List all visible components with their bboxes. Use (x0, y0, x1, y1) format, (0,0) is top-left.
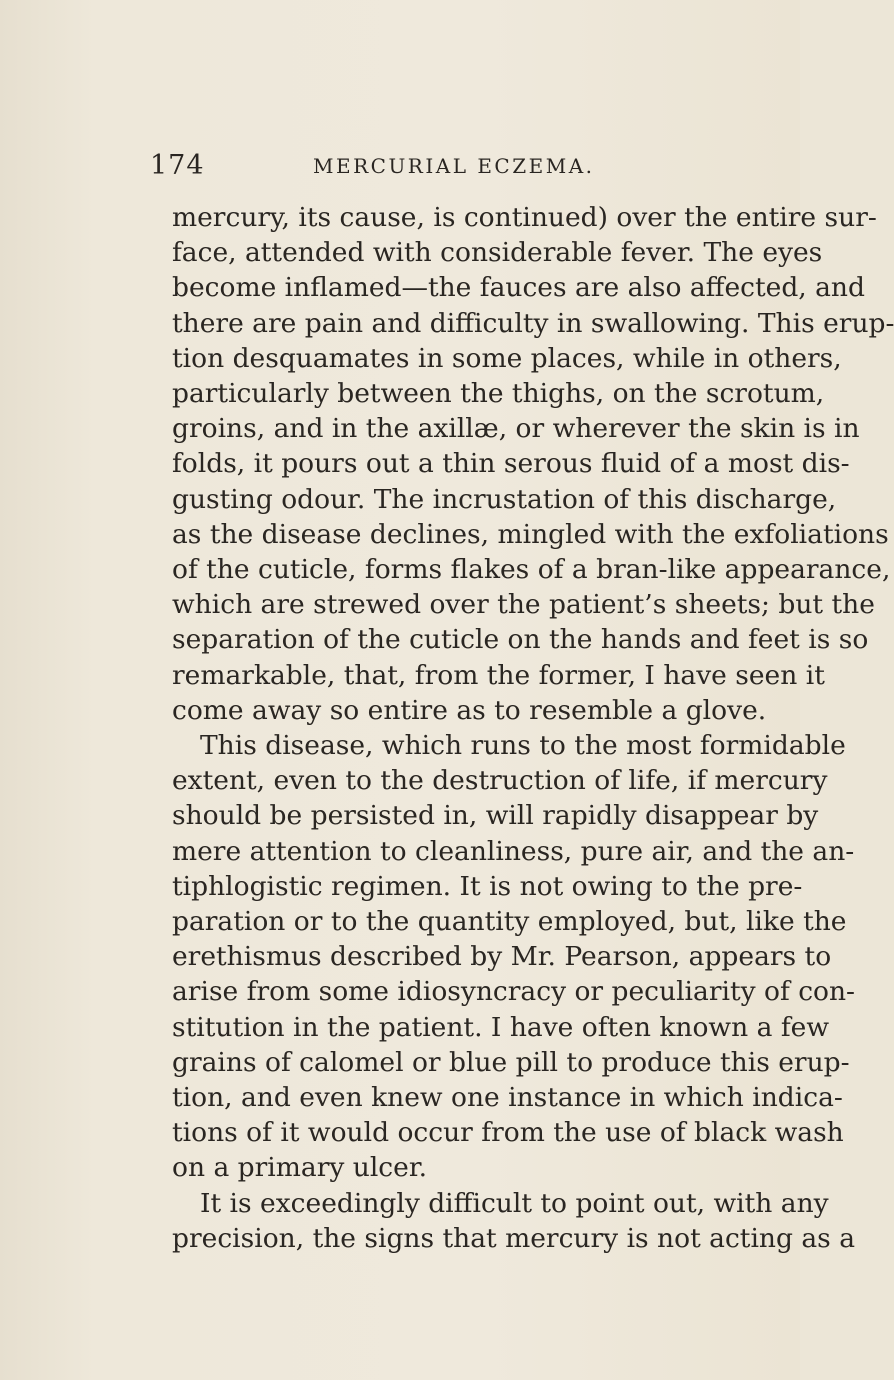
text-line: separation of the cuticle on the hands and feet is so (172, 624, 869, 656)
running-title: MERCURIAL ECZEMA. (313, 154, 595, 178)
text-line: folds, it pours out a thin serous fluid of a most dis- (172, 448, 850, 480)
text-line: mere attention to cleanliness, pure air, and the an- (172, 835, 855, 867)
text-line: paration or to the quantity employed, but, like the (172, 906, 847, 938)
body-text (172, 200, 894, 1256)
text-line: arise from some idiosyncracy or peculiarity of con- (172, 976, 856, 1008)
running-head (150, 150, 770, 190)
text-line: tion desquamates in some places, while in others, (172, 342, 842, 374)
text-line: precision, the signs that mercury is not acting as a (172, 1222, 855, 1254)
text-line: stitution in the patient. I have often known a few (172, 1011, 830, 1043)
text-line: groins, and in the axillæ, or wherever the skin is in (172, 413, 860, 445)
text-line: on a primary ulcer. (172, 1152, 428, 1184)
text-line: come away so entire as to resemble a glove. (172, 694, 767, 726)
text-line: particularly between the thighs, on the scrotum, (172, 378, 825, 410)
text-line: which are strewed over the patient’s sheets; but the (172, 589, 875, 621)
text-line: tion, and even knew one instance in which indica- (172, 1082, 843, 1114)
text-line: It is exceedingly difficult to point out, with any (200, 1187, 829, 1219)
text-line: face, attended with considerable fever. The eyes (172, 237, 823, 269)
text-line: tiphlogistic regimen. It is not owing to the pre- (172, 870, 803, 902)
text-line: as the disease declines, mingled with the exfoliations (172, 518, 889, 550)
text-line: tions of it would occur from the use of black wash (172, 1117, 844, 1149)
text-line: extent, even to the destruction of life, if mercury (172, 765, 828, 797)
text-line: become inflamed—the fauces are also affected, and (172, 272, 865, 304)
text-line: remarkable, that, from the former, I have seen it (172, 659, 825, 691)
text-line: mercury, its cause, is continued) over the entire sur- (172, 202, 877, 233)
text-line: gusting odour. The incrustation of this discharge, (172, 483, 837, 515)
text-line: of the cuticle, forms flakes of a bran-like appearance, (172, 554, 891, 586)
page-number: 174 (150, 150, 205, 181)
text-line: erethismus described by Mr. Pearson, appears to (172, 941, 832, 973)
text-line: This disease, which runs to the most formidable (200, 730, 846, 762)
text-line: there are pain and difficulty in swallowing. This erup- (172, 307, 894, 339)
text-line: grains of calomel or blue pill to produce this erup- (172, 1046, 850, 1078)
text-line: should be persisted in, will rapidly disappear by (172, 800, 819, 832)
